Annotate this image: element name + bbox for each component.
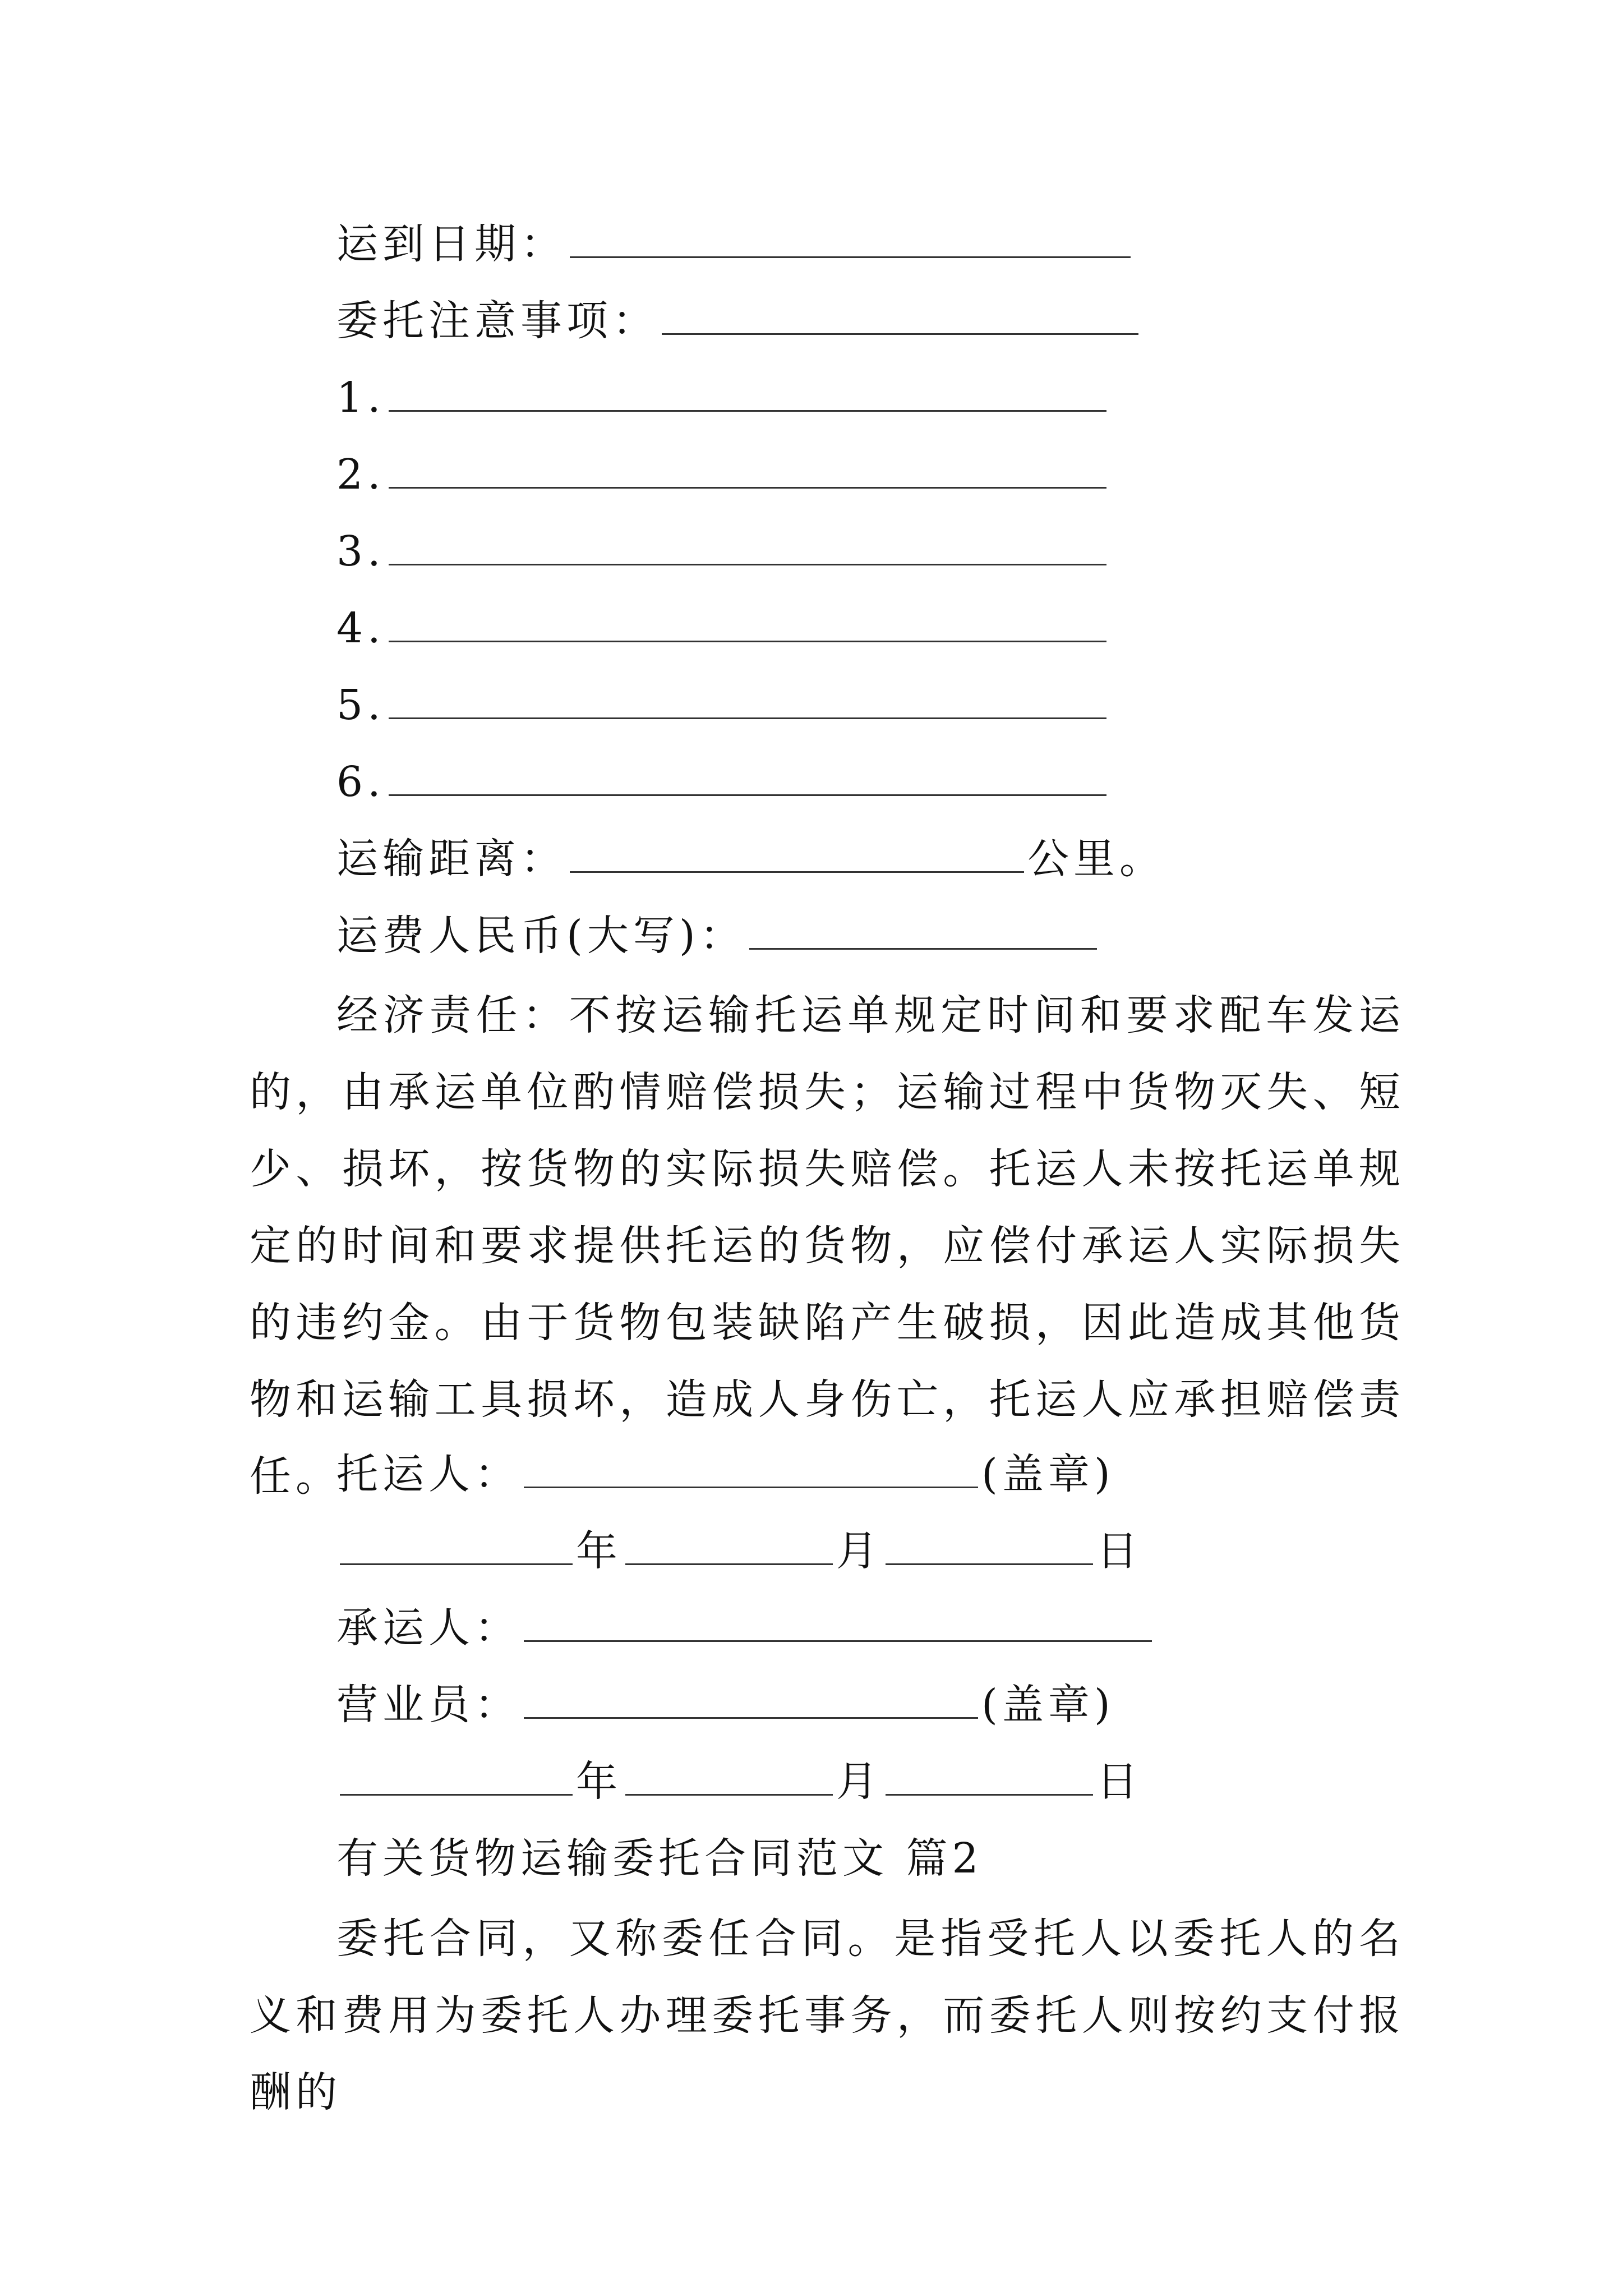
distance-row: [336, 831, 1165, 887]
note-item-1: [336, 370, 1110, 426]
note-item-blank: [389, 760, 1106, 796]
clerk-row: [336, 1677, 1115, 1733]
distance-label: 运输距离：: [336, 835, 566, 883]
year-blank: [340, 1759, 573, 1796]
distance-unit: 公里。: [1027, 835, 1165, 883]
note-item-blank: [389, 375, 1106, 412]
year-label: 年: [576, 1527, 622, 1575]
clerk-date-row: [336, 1754, 1142, 1810]
note-item-number: 5.: [336, 681, 385, 729]
shipper-label: 托运人：: [336, 1450, 520, 1498]
fee-row: [336, 908, 1100, 964]
note-item-number: 3.: [336, 527, 385, 576]
month-blank: [625, 1759, 833, 1796]
distance-blank: [570, 836, 1024, 873]
notes-blank: [662, 298, 1138, 335]
note-item-blank: [389, 606, 1106, 642]
carrier-blank: [524, 1605, 1152, 1642]
arrival-date-blank: [570, 222, 1131, 258]
note-item-3: [336, 523, 1110, 579]
note-item-number: 4.: [336, 604, 385, 652]
shipper-row: [336, 1446, 1115, 1502]
section-title: 有关货物运输委托合同范文 篇2: [336, 1834, 983, 1883]
intro-paragraph: 委托合同，又称委任合同。是指受托人以委托人的名义和费用为委托人办理委托事务，而委托人则按约支付报酬的: [250, 1915, 1405, 2116]
year-blank: [340, 1529, 573, 1565]
note-item-6: [336, 754, 1110, 810]
month-label: 月: [836, 1757, 882, 1806]
note-item-number: 6.: [336, 758, 385, 806]
shipper-date-row: [336, 1523, 1142, 1579]
clerk-seal: (盖章): [981, 1681, 1115, 1729]
notes-label: 委托注意事项：: [336, 297, 658, 345]
arrival-date-label: 运到日期：: [336, 220, 566, 268]
note-item-number: 2.: [336, 450, 385, 499]
arrival-date-row: [336, 216, 1134, 272]
note-item-5: [336, 677, 1110, 733]
fee-blank: [749, 913, 1097, 950]
carrier-label: 承运人：: [336, 1604, 520, 1652]
clerk-blank: [524, 1682, 978, 1719]
note-item-2: [336, 447, 1110, 503]
notes-row: [336, 293, 1142, 349]
liability-paragraph: 经济责任：不按运输托运单规定时间和要求配车发运的，由承运单位酌情赔偿损失；运输过程中货物灭失、短少、损坏，按货物的实际损失赔偿。托运人未按托运单规定的时间和要求提供托运的货物，应偿付承运人实际损失的违约金。由于货物包装缺陷产生破损，因此造成其他货物和运输工具损坏，造成人身伤亡，托运人应承担赔偿责任。: [250, 991, 1405, 1501]
clerk-label: 营业员：: [336, 1681, 520, 1729]
day-blank: [886, 1529, 1093, 1565]
shipper-seal: (盖章): [981, 1450, 1115, 1498]
carrier-row: [336, 1600, 1155, 1656]
shipper-blank: [524, 1452, 978, 1488]
month-blank: [625, 1529, 833, 1565]
note-item-blank: [389, 683, 1106, 719]
note-item-blank: [389, 529, 1106, 565]
day-label: 日: [1096, 1757, 1142, 1806]
year-label: 年: [576, 1757, 622, 1806]
day-blank: [886, 1759, 1093, 1796]
note-item-blank: [389, 452, 1106, 489]
note-item-4: [336, 600, 1110, 656]
day-label: 日: [1096, 1527, 1142, 1575]
fee-label: 运费人民币(大写)：: [336, 912, 746, 960]
month-label: 月: [836, 1527, 882, 1575]
note-item-number: 1.: [336, 374, 385, 422]
